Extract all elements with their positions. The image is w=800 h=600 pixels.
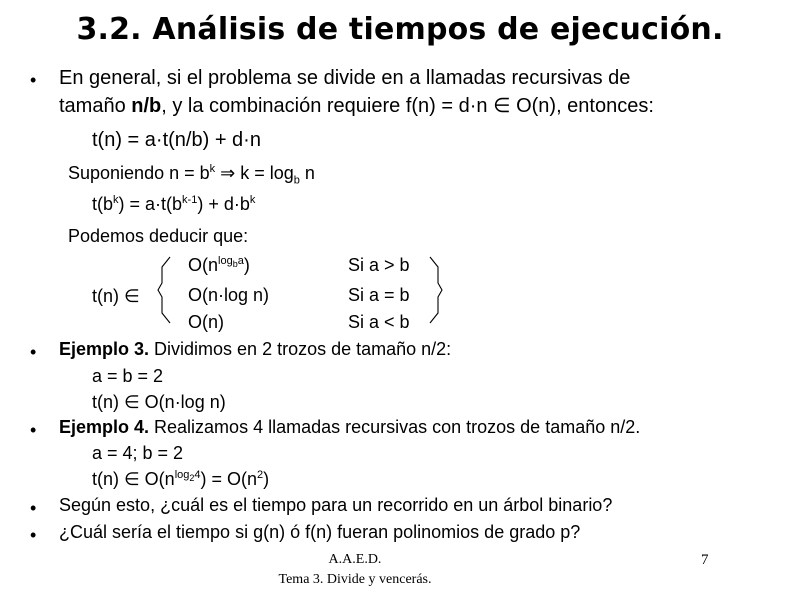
example-3-result: t(n) ∈ O(n·log n) — [92, 392, 226, 412]
recurrence-formula: t(n) = a·t(n/b) + d·n — [92, 129, 261, 151]
deduce-line: Podemos deducir que: — [68, 226, 249, 246]
case-1-condition: Si a > b — [348, 255, 410, 275]
example-3-params: a = b = 2 — [92, 366, 164, 386]
example-3-line: Ejemplo 3. Dividimos en 2 trozos de tamaño n/2: — [59, 339, 452, 359]
bullet-marker: • — [30, 420, 37, 440]
case-3-condition: Si a < b — [348, 312, 410, 332]
example-4-result: t(n) ∈ $O(n^{log_24}) = O(n^2)$ — [92, 469, 270, 489]
footer-topic: Tema 3. Divide y vencerás. — [278, 572, 432, 587]
page-number: 7 — [701, 552, 709, 568]
question-2: ¿Cuál sería el tiempo si g(n) ó f(n) fueran polinomios de grado p? — [59, 522, 581, 542]
bullet-marker: • — [30, 70, 37, 90]
case-2-expr: O(n·log n) — [188, 285, 270, 305]
footer-course: A.A.E.D. — [328, 552, 382, 567]
question-1: Según esto, ¿cuál es el tiempo para un recorrido en un árbol binario? — [59, 495, 613, 515]
example-4-line: Ejemplo 4. Realizamos 4 llamadas recursivas con trozos de tamaño n/2. — [59, 417, 641, 437]
example-4-params: a = 4; b = 2 — [92, 443, 184, 463]
case-2-condition: Si a = b — [348, 285, 410, 305]
supposing-line: Suponiendo $n = b^k$ ⇒ $k = \log_b n$ — [68, 163, 315, 187]
bullet-marker: • — [30, 525, 37, 545]
case-3-expr: O(n) — [188, 312, 224, 332]
bullet-marker: • — [30, 342, 37, 362]
case-1-expr: $O(n^{log_ba})$ — [188, 255, 250, 275]
intro-line-2: tamaño n/b, y la combinación requiere f(n) = d·n ∈ O(n), entonces: — [59, 95, 654, 117]
bullet-marker: • — [30, 498, 37, 518]
right-brace — [424, 255, 444, 325]
left-brace — [158, 255, 178, 325]
tbk-formula: $t(b^k) = a\cdot t(b^{k-1}) + d\cdot b^k$ — [92, 194, 256, 214]
cases-lhs: t(n) ∈ — [92, 286, 140, 306]
intro-line-1: En general, si el problema se divide en a llamadas recursivas de — [59, 67, 631, 89]
page-title: 3.2. Análisis de tiempos de ejecución. — [76, 12, 724, 47]
